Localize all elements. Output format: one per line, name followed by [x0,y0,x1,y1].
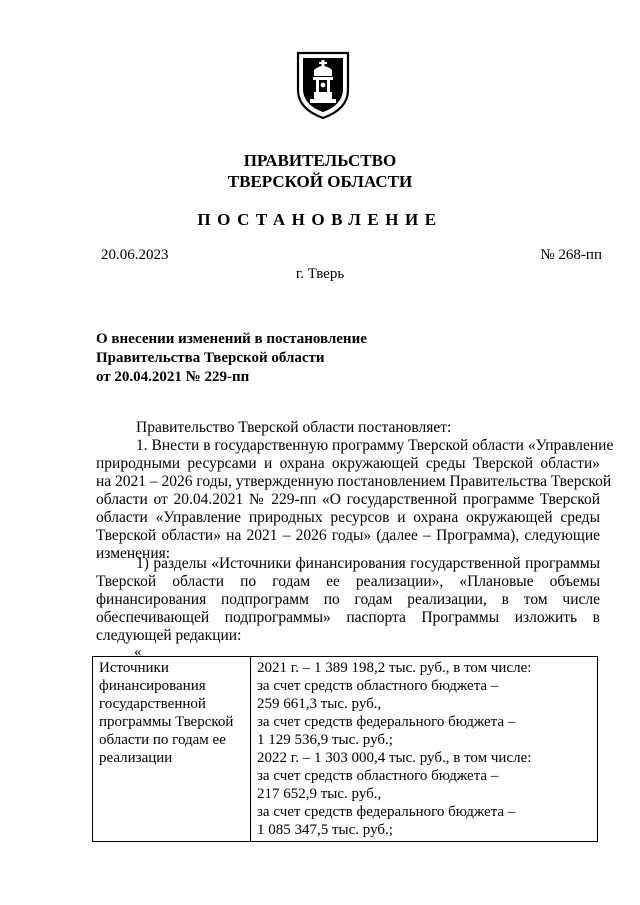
paragraph-line: финансирования подпрограмм по годам реализации, в том числе [96,591,600,608]
document-city: г. Тверь [295,266,345,282]
financing-table [92,656,598,842]
subject-line: Правительства Тверской области [96,350,325,366]
subject-line: О внесении изменений в постановление [96,331,367,347]
value-line: 259 661,3 тыс. руб., [257,696,382,712]
paragraph-1 [96,437,614,563]
document-subject [96,330,367,387]
opening-quote-mark: « [134,644,142,660]
organization-name-line1: ПРАВИТЕЛЬСТВО [243,151,397,170]
label-line: реализации [99,750,173,766]
document-number: № 268-пп [540,247,602,263]
value-line: 217 652,9 тыс. руб., [257,786,382,802]
subject-line: от 20.04.2021 № 229-пп [96,369,250,385]
paragraph-line: области «Управление природных ресурсов и охрана окружающей среды [96,509,600,526]
value-line: за счет средств федерального бюджета – [257,714,516,730]
value-line: 2021 г. – 1 389 198,2 тыс. руб., в том числе: [257,660,532,676]
table-value-cell [251,657,598,842]
label-line: финансирования [99,678,206,694]
value-line: 1 129 536,9 тыс. руб.; [257,732,393,748]
paragraph-line: 1) разделы «Источники финансирования государственной программы [136,555,600,572]
table-row [93,657,598,842]
label-line: государственной [99,696,206,712]
paragraph-line: области от 20.04.2021 № 229-пп «О государственной программе Тверской [96,491,600,508]
paragraph-line: обеспечивающей подпрограммы» паспорта Программы изложить в [96,609,600,626]
paragraph-line: изменения: [96,545,171,562]
paragraph-2 [96,555,600,645]
document-type: ПОСТАНОВЛЕНИЕ [197,210,443,229]
value-line: за счет средств областного бюджета – [257,768,499,784]
paragraph-line: Тверской области» на 2021 – 2026 годы» (далее – Программа), следующие [96,527,600,544]
paragraph-line: природными ресурсами и охрана окружающей среды Тверской области» [96,455,600,472]
paragraph-line: 1. Внести в государственную программу Тверской области «Управление [136,437,614,454]
value-line: 2022 г. – 1 303 000,4 тыс. руб., в том числе: [257,750,532,766]
value-line: за счет средств областного бюджета – [257,678,499,694]
document-date: 20.06.2023 [101,247,169,263]
paragraph-line: следующей редакции: [96,627,242,644]
label-line: Источники [99,660,169,676]
table-label-cell [93,657,251,842]
organization-name-line2: ТВЕРСКОЙ ОБЛАСТИ [227,172,413,191]
tver-coat-of-arms-icon [294,50,352,120]
preamble-text: Правительство Тверской области постановляет: [136,419,452,436]
paragraph-line: на 2021 – 2026 годы, утвержденную постановлением Правительства Тверской [96,473,612,490]
label-line: области по годам ее [99,732,226,748]
value-line: 1 085 347,5 тыс. руб.; [257,822,393,838]
value-line: за счет средств федерального бюджета – [257,804,516,820]
label-line: программы Тверской [99,714,234,730]
paragraph-line: Тверской области по годам ее реализации», «Плановые объемы [96,573,600,590]
